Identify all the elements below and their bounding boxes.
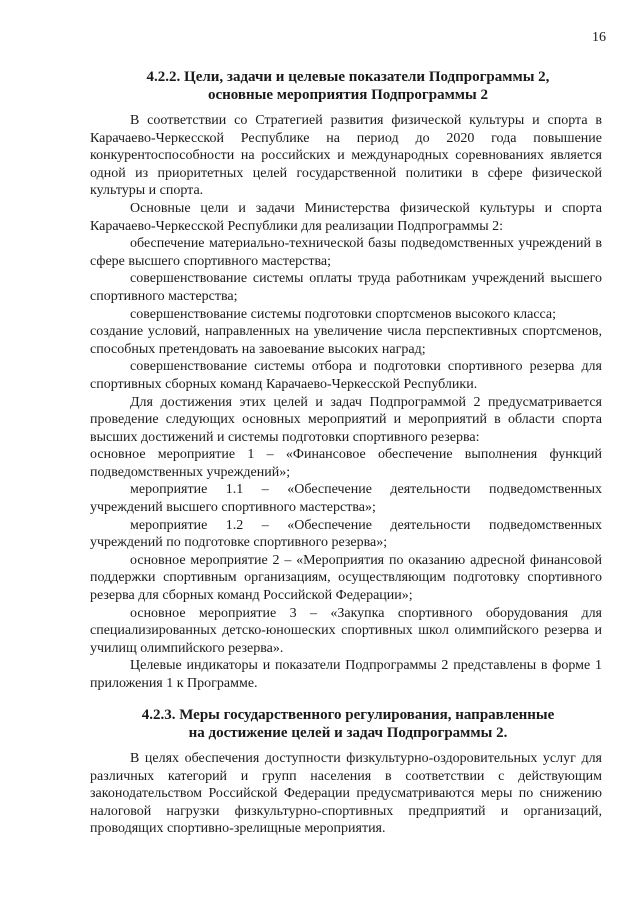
page-number: 16 (592, 30, 606, 45)
paragraph: В целях обеспечения доступности физкультурно-оздоровительных услуг для различных категорий и групп населения в соответствии с действующим законодательством Российской Федерации предусматриваются меры по снижению налоговой нагрузки физкультурно-спортивных предприятий и организаций, проводящих спортивно-зрелищные мероприятия. (90, 751, 602, 837)
heading-line: на достижение целей и задач Подпрограммы 2. (188, 725, 508, 741)
list-item: мероприятие 1.2 – «Обеспечение деятельности подведомственных учреждений по подготовке спортивного резерва»; (90, 517, 602, 551)
list-item: основное мероприятие 1 – «Финансовое обеспечение выполнения функций подведомственных учреждений»; (90, 447, 602, 480)
section-body-4-2-2 (90, 112, 602, 693)
list-item: совершенствование системы оплаты труда работникам учреждений высшего спортивного мастерства; (90, 271, 602, 304)
list-item: мероприятие 1.1 – «Обеспечение деятельности подведомственных учреждений высшего спортивного мастерства»; (90, 482, 602, 516)
list-item: основное мероприятие 2 – «Мероприятия по оказанию адресной финансовой поддержки спортивным организациям, осуществляющим подготовку спортивного резерва для сборных команд Российской Федерации»; (90, 552, 602, 604)
list-item: совершенствование системы подготовки спортсменов высокого класса; (130, 306, 557, 322)
heading-line: 4.2.2. Цели, задачи и целевые показатели Подпрограммы 2, (146, 69, 550, 85)
paragraph: В соответствии со Стратегией развития физической культуры и спорта в Карачаево-Черкесской Республике на период до 2020 года повышение конкурентоспособности на российских и международных соревнованиях является одной из приоритетных целей государственной политики в сфере физической культуры и спорта. (90, 113, 602, 199)
section-heading-4-2-3 (88, 706, 608, 742)
list-item: создание условий, направленных на увеличение числа перспективных спортсменов, способных претендовать на завоевание высоких наград; (90, 324, 602, 357)
heading-line: основные мероприятия Подпрограммы 2 (208, 87, 488, 103)
paragraph: Целевые индикаторы и показатели Подпрограммы 2 представлены в форме 1 приложения 1 к Программе. (90, 658, 602, 691)
section-heading-4-2-2 (88, 68, 608, 104)
paragraph: Для достижения этих целей и задач Подпрограммой 2 предусматривается проведение следующих основных мероприятий и мероприятий в области спорта высших достижений и системы подготовки спортивного резерва: (90, 394, 602, 445)
paragraph: Основные цели и задачи Министерства физической культуры и спорта Карачаево-Черкесской Республики для реализации Подпрограммы 2: (90, 200, 602, 234)
list-item: обеспечение материально-технической базы подведомственных учреждений в сфере высшего спортивного мастерства; (90, 236, 602, 269)
section-body-4-2-3 (90, 750, 602, 838)
list-item: основное мероприятие 3 – «Закупка спортивного оборудования для специализированных детско-юношеских спортивных школ олимпийского резерва и училищ олимпийского резерва». (90, 605, 602, 656)
list-item: совершенствование системы отбора и подготовки спортивного резерва для спортивных сборных команд Карачаево-Черкесской Республики. (90, 359, 602, 392)
heading-line: 4.2.3. Меры государственного регулирования, направленные (141, 707, 555, 723)
